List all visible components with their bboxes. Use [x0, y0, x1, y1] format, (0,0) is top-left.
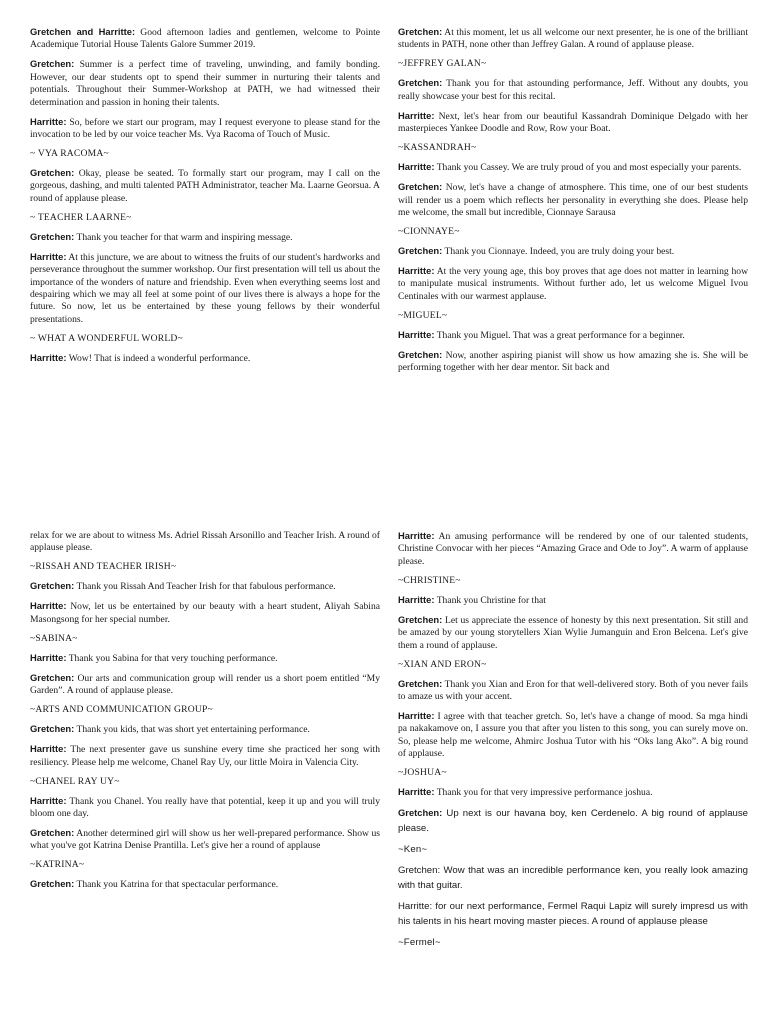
dialogue-line — [398, 245, 748, 258]
dialogue-line — [30, 652, 380, 665]
dialogue-text: Thank you Rissah And Teacher Irish for that fabulous performance. — [74, 581, 336, 593]
speaker-label: Harritte: — [30, 351, 67, 363]
dialogue-text: At this juncture, we are about to witness the fruits of our student's hardworks and perseverance throughout the summer workshop. Our first presentation will tell us about the importance of the wonders of nature and friendship. Even when everything seems lost and despairing which we may all feel at some point of our lives there is always a hope for the future. So now, let us be entertained by these young fellows by their wonderful presentations. — [30, 251, 380, 325]
speaker-label: Gretchen: — [398, 677, 443, 689]
speaker-label: Gretchen: — [398, 26, 443, 37]
performance-cue: ~Ken~ — [398, 844, 428, 856]
speaker-label: Gretchen: — [398, 807, 443, 819]
speaker-label: Harritte: — [30, 115, 67, 127]
speaker-label: Harritte: — [30, 794, 67, 806]
dialogue-text: Let us appreciate the essence of honesty by this next presentation. Sit still and be amazed by our young storytellers Xian Wylie Jumanguin and Eron Belcena. Let's give them a round of applause. — [398, 614, 748, 651]
speaker-label: Gretchen: — [398, 181, 443, 193]
dialogue-text: Thank you for that very impressive performance joshua. — [434, 787, 653, 799]
dialogue-line — [30, 672, 380, 698]
speaker-label: Harritte: — [398, 530, 435, 541]
dialogue-line — [398, 806, 748, 836]
dialogue-line — [398, 265, 748, 303]
dialogue-text: Wow! That is indeed a wonderful performance. — [66, 352, 251, 364]
performance-cue: ~CIONNAYE~ — [398, 226, 460, 238]
speaker-label: Gretchen: — [398, 348, 443, 360]
dialogue-line — [30, 167, 380, 205]
performance-cue: ~XIAN AND ERON~ — [398, 658, 487, 670]
performance-cue: ~CHANEL RAY UY~ — [30, 775, 120, 787]
dialogue-line — [398, 181, 748, 219]
performance-cue: ~MIGUEL~ — [398, 309, 448, 321]
dialogue-line — [30, 723, 380, 736]
dialogue-text: Harritte: for our next performance, Fermel Raqui Lapiz will surely impresd us with his talents in his heart moving master pieces. A round of applause please — [398, 901, 748, 927]
dialogue-line — [30, 530, 380, 555]
dialogue-text: So, before we start our program, may I request everyone to please stand for the invocation to be led by our voice teacher Ms. Vya Racoma of Touch of Music. — [30, 116, 380, 141]
dialogue-text: Thank you Cassey. We are truly proud of you and most especially your parents. — [434, 162, 742, 174]
dialogue-line — [398, 594, 748, 607]
performance-cue: ~ TEACHER LAARNE~ — [30, 211, 132, 223]
dialogue-text: Summer is a perfect time of traveling, unwinding, and family bonding. However, our dear students opt to spend their summer in nurturing their talents and potentials. Throughout their Summer-Workshop at PATH, we had witnessed their determination and passion in honing their talents. — [30, 59, 380, 108]
dialogue-line — [398, 530, 748, 568]
script-column-bottom-right — [398, 530, 748, 957]
dialogue-text: Okay, please be seated. To formally start our program, may I call on the gorgeous, dashing, and multi talented PATH Administrator, teacher Ma. Laarne Georsua. A round of applause please. — [30, 168, 380, 204]
dialogue-text: At the very young age, this boy proves that age does not matter in learning how to manipulate musical instruments. Without further ado, let us welcome Miguel Ivou Centinales with our warmest applause. — [398, 266, 748, 302]
dialogue-line — [30, 743, 380, 769]
performance-cue: ~KASSANDRAH~ — [398, 142, 477, 154]
speaker-label: Gretchen: — [30, 167, 75, 179]
dialogue-line — [30, 827, 380, 853]
speaker-label: Harritte: — [30, 651, 67, 663]
dialogue-line — [398, 678, 748, 704]
dialogue-line — [30, 231, 380, 244]
dialogue-line — [30, 600, 380, 626]
dialogue-line — [30, 58, 380, 109]
dialogue-text: Thank you Katrina for that spectacular performance. — [74, 879, 279, 891]
performance-cue: ~RISSAH AND TEACHER IRISH~ — [30, 561, 177, 573]
dialogue-line — [398, 786, 748, 799]
dialogue-text: Thank you kids, that was short yet entertaining performance. — [74, 724, 310, 736]
performance-cue: ~SABINA~ — [30, 632, 78, 644]
speaker-label: Harritte: — [398, 593, 435, 605]
speaker-label: Gretchen: — [398, 77, 443, 89]
dialogue-line — [398, 26, 748, 52]
performance-cue: ~ WHAT A WONDERFUL WORLD~ — [30, 332, 183, 344]
performance-cue: ~JEFFREY GALAN~ — [398, 58, 487, 70]
speaker-label: Harritte: — [30, 600, 67, 612]
dialogue-text: Now, another aspiring pianist will show us how amazing she is. She will be performing together with her dear mentor. Sit back and — [398, 349, 748, 374]
script-column-bottom-left — [30, 530, 380, 898]
performance-cue: ~KATRINA~ — [30, 859, 85, 871]
speaker-label: Harritte: — [30, 250, 67, 262]
speaker-label: Harritte: — [398, 265, 435, 277]
speaker-label: Harritte: — [398, 161, 435, 173]
script-column-top-right — [398, 26, 748, 381]
dialogue-text: Thank you Xian and Eron for that well-delivered story. Both of you never fails to amaze us with your accent. — [398, 678, 748, 703]
speaker-label: Gretchen: — [398, 245, 443, 257]
dialogue-line — [398, 614, 748, 652]
dialogue-text: Thank you Miguel. That was a great performance for a beginner. — [434, 329, 685, 341]
speaker-label: Gretchen: — [30, 580, 75, 592]
dialogue-text: Thank you teacher for that warm and inspiring message. — [74, 231, 293, 243]
performance-cue: ~ARTS AND COMMUNICATION GROUP~ — [30, 704, 213, 716]
dialogue-text: Our arts and communication group will render us a short poem entitled “My Garden”. A round of applause please. — [30, 672, 380, 697]
dialogue-line — [30, 116, 380, 142]
performance-cue: ~ VYA RACOMA~ — [30, 148, 109, 160]
speaker-label: Gretchen: — [30, 878, 75, 890]
dialogue-text: Now, let's have a change of atmosphere. This time, one of our best students will render us a poem which reflects her personality in everything she does. Please help me welcome, the small but incredible, Cionnaye Sarausa — [398, 182, 748, 219]
speaker-label: Harritte: — [30, 743, 67, 755]
speaker-label: Gretchen and Harritte: — [30, 26, 136, 37]
speaker-label: Gretchen: — [30, 827, 75, 839]
dialogue-line — [398, 900, 748, 929]
dialogue-text: Thank you Chanel. You really have that potential, keep it up and you will truly bloom one day. — [30, 795, 380, 820]
dialogue-line — [398, 349, 748, 375]
dialogue-line — [398, 77, 748, 103]
speaker-label: Gretchen: — [30, 230, 75, 242]
dialogue-text: Gretchen: Wow that was an incredible performance ken, you really look amazing with that guitar. — [398, 865, 748, 891]
dialogue-line — [30, 795, 380, 821]
dialogue-line — [30, 26, 380, 52]
speaker-label: Gretchen: — [398, 613, 443, 625]
speaker-label: Harritte: — [398, 109, 435, 121]
dialogue-line — [398, 864, 748, 893]
dialogue-text: I agree with that teacher gretch. So, let's have a change of mood. Sa mga hindi pa nakakamove on, I assure you that after you listen to this song, you can surely move on. So, please help me welcome, Ahmirc Joshua Tutor with his “Oks lang Ako”. A big round of applause. — [398, 711, 748, 760]
dialogue-text: Next, let's hear from our beautiful Kassandrah Dominique Delgado with her masterpieces Yankee Doodle and Row, Row your Boat. — [398, 110, 748, 135]
speaker-label: Harritte: — [398, 786, 435, 798]
speaker-label: Gretchen: — [30, 723, 75, 735]
dialogue-line — [398, 710, 748, 761]
dialogue-text: At this moment, let us all welcome our next presenter, he is one of the brilliant students in PATH, none other than Jeffrey Galan. A round of applause please. — [398, 27, 748, 51]
dialogue-text: Thank you Sabina for that very touching performance. — [66, 652, 278, 664]
dialogue-text: Up next is our havana boy, ken Cerdenelo. A big round of applause please. — [398, 808, 748, 834]
dialogue-line — [398, 110, 748, 136]
dialogue-text: Another determined girl will show us her well-prepared performance. Show us what you've got Katrina Denise Prantilla. Let's give her a round of applause — [30, 828, 380, 852]
performance-cue: ~CHRISTINE~ — [398, 574, 461, 586]
speaker-label: Harritte: — [398, 710, 435, 722]
dialogue-text: The next presenter gave us sunshine every time she practiced her song with resiliency. Please help me welcome, Chanel Ray Uy, our little Moira in Valencia City. — [30, 744, 380, 768]
dialogue-text: Now, let us be entertained by our beauty with a heart student, Aliyah Sabina Masongsong for her special number. — [30, 601, 380, 625]
dialogue-line — [30, 251, 380, 326]
dialogue-text: Thank you for that astounding performance, Jeff. Without any doubts, you really showcase your best for this recital. — [398, 78, 748, 102]
dialogue-line — [398, 161, 748, 174]
speaker-label: Harritte: — [398, 328, 435, 340]
dialogue-text: Good afternoon ladies and gentlemen, welcome to Pointe Academique Tutorial House Talents Galore Summer 2019. — [30, 27, 380, 51]
dialogue-text: relax for we are about to witness Ms. Adriel Rissah Arsonillo and Teacher Irish. A round of applause please. — [30, 530, 380, 554]
speaker-label: Gretchen: — [30, 58, 75, 70]
dialogue-line — [30, 878, 380, 891]
script-column-top-left — [30, 26, 380, 372]
speaker-label: Gretchen: — [30, 671, 75, 683]
dialogue-line — [398, 329, 748, 342]
performance-cue: ~Fermel~ — [398, 936, 441, 948]
dialogue-line — [30, 352, 380, 365]
dialogue-text: Thank you Cionnaye. Indeed, you are truly doing your best. — [442, 246, 675, 258]
dialogue-text: Thank you Christine for that — [434, 594, 546, 606]
dialogue-text: An amusing performance will be rendered by one of our talented students, Christine Convocar with her pieces “Amazing Grace and Ode to Joy”. A warm of applause please. — [398, 531, 748, 567]
performance-cue: ~JOSHUA~ — [398, 767, 447, 779]
dialogue-line — [30, 580, 380, 593]
